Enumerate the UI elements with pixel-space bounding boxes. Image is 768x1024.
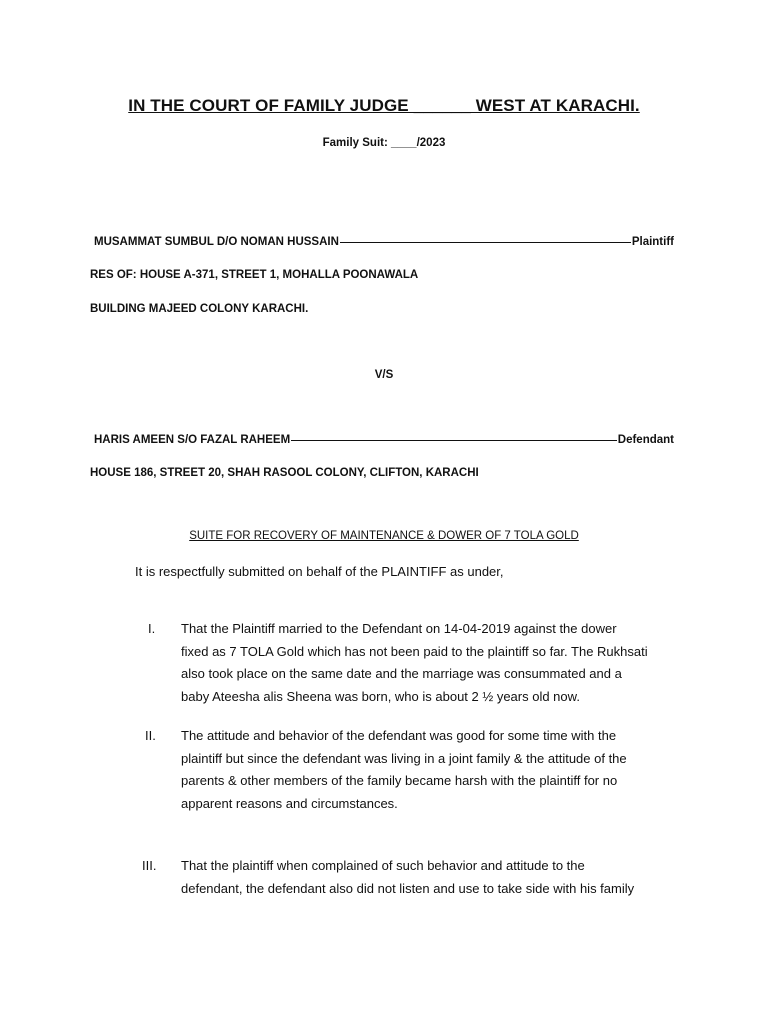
paragraph-line: defendant, the defendant also did not listen and use to take side with his family xyxy=(181,880,635,896)
paragraph-text xyxy=(181,855,676,900)
paragraph-text xyxy=(181,725,676,815)
intro-text: It is respectfully submitted on behalf of the PLAINTIFF as under, xyxy=(135,564,504,579)
paragraph-line: plaintiff but since the defendant was living in a joint family & the attitude of the xyxy=(181,750,627,766)
paragraph-text xyxy=(181,618,676,708)
plaintiff-address-line2: BUILDING MAJEED COLONY KARACHI. xyxy=(90,303,309,315)
plaintiff-underline xyxy=(340,242,631,243)
plaintiff-line xyxy=(94,236,674,248)
plaintiff-role: Plaintiff xyxy=(631,236,674,248)
paragraph-line: The attitude and behavior of the defendant was good for some time with the xyxy=(181,728,617,743)
suit-number: Family Suit: ____/2023 xyxy=(322,137,446,149)
paragraph-line: That the Plaintiff married to the Defendant on 14-04-2019 against the dower xyxy=(181,621,617,636)
defendant-name: HARIS AMEEN S/O FAZAL RAHEEM xyxy=(94,434,291,446)
defendant-underline xyxy=(291,440,617,441)
defendant-address-line1: HOUSE 186, STREET 20, SHAH RASOOL COLONY, CLIFTON, KARACHI xyxy=(90,467,479,479)
defendant-line xyxy=(94,434,674,446)
paragraph-number: III. xyxy=(142,858,157,873)
suit-heading: SUITE FOR RECOVERY OF MAINTENANCE & DOWER OF 7 TOLA GOLD xyxy=(189,530,579,542)
paragraph-line: apparent reasons and circumstances. xyxy=(181,795,398,811)
versus-label: V/S xyxy=(374,369,394,381)
plaintiff-address-line1: RES OF: HOUSE A-371, STREET 1, MOHALLA POONAWALA xyxy=(90,269,419,281)
defendant-role: Defendant xyxy=(617,434,674,446)
paragraph-number: II. xyxy=(145,728,156,743)
paragraph-line: also took place on the same date and the marriage was consummated and a xyxy=(181,666,622,681)
paragraph-line: That the plaintiff when complained of such behavior and attitude to the xyxy=(181,858,585,873)
court-title: IN THE COURT OF FAMILY JUDGE ______ WEST AT KARACHI. xyxy=(128,96,640,115)
paragraph-line: parents & other members of the family became harsh with the plaintiff for no xyxy=(181,773,618,788)
plaintiff-name: MUSAMMAT SUMBUL D/O NOMAN HUSSAIN xyxy=(94,236,339,248)
paragraph-number: I. xyxy=(148,621,156,636)
paragraph-line: baby Ateesha alis Sheena was born, who is about 2 ½ years old now. xyxy=(181,688,580,704)
paragraph-line: fixed as 7 TOLA Gold which has not been paid to the plaintiff so far. The Rukhsati xyxy=(181,643,648,659)
